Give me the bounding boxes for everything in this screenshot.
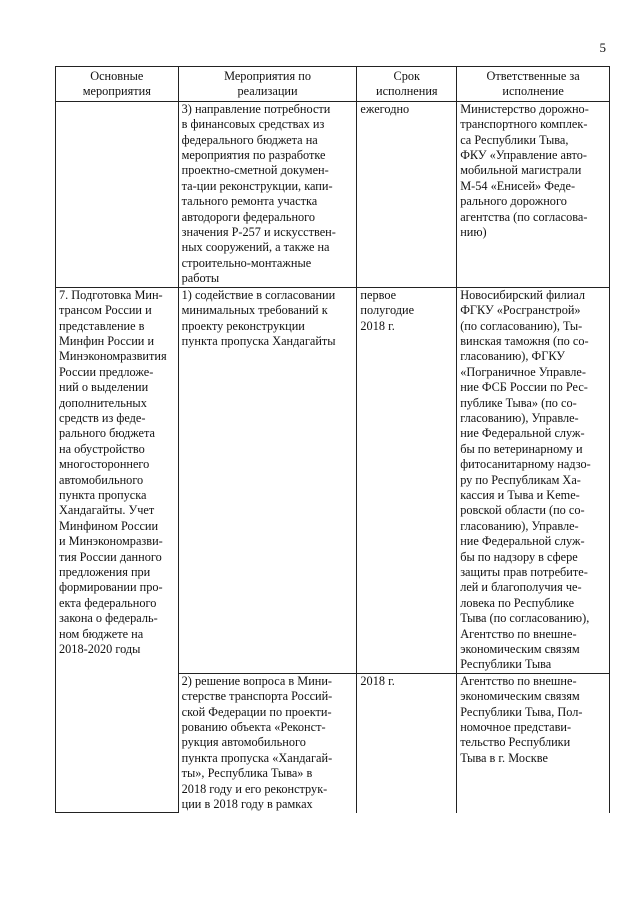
table-row <box>56 101 610 287</box>
table-row <box>56 287 610 673</box>
main-measure-cell <box>56 101 179 287</box>
responsible-cell: Новосибирский филиал ФГКУ «Росгранстрой» (по согласованию), Ты- винская таможня (по со- гласованию), ФГКУ «Пограничное Управле- ние ФСБ России по Рес- публике Тыва» (по со- гласованию), Управле- ние Федеральной служ- бы по ветеринарному и фитосанитарному надзо- ру по Республикам Ха- кассия и Тыва и Keme- ровской области (по со- гласованию), Управле- ние Федеральной служ- бы по надзору в сфере защиты прав потребите- лей и благополучия че- ловека по Республике Тыва (по согласованию), Агентство по внешне- экономическим связям Республики Тыва <box>457 287 610 673</box>
responsible-cell: Министерство дорожно- транспортного комплек- са Республики Тыва, ФКУ «Управление авто- мобильной магистрали М-54 «Енисей» Феде- рального дорожного агентства (по согласова- нию) <box>457 101 610 287</box>
action-plan-table <box>55 66 610 813</box>
deadline-cell: ежегодно <box>357 101 457 287</box>
header-main-measures: Основные мероприятия <box>56 67 179 102</box>
header-implementation-measures: Мероприятия по реализации <box>178 67 357 102</box>
header-deadline: Срок исполнения <box>357 67 457 102</box>
header-responsible: Ответственные за исполнение <box>457 67 610 102</box>
table-header-row <box>56 67 610 102</box>
implementation-measure-cell: 3) направление потребности в финансовых средствах из федерального бюджета на мероприятия по разработке проектно-сметной докумен- та-ции реконструкции, капи- тального ремонта участка автодороги федерального значения Р-257 и искусствен- ных сооружений, а также на строительно-монтажные работы <box>178 101 357 287</box>
implementation-measure-cell: 2) решение вопроса в Мини- стерстве транспорта Россий- ской Федерации по проекти- рованию объекта «Реконст- рукция автомобильного пункта пропуска «Хандагай- ты», Республика Тыва» в 2018 году и его реконструк- ции в 2018 году в рамках <box>178 673 357 812</box>
page-number: 5 <box>599 40 606 55</box>
responsible-cell: Агентство по внешне- экономическим связям Республики Тыва, Пол- номочное представи- тельство Республики Тыва в г. Москве <box>457 673 610 812</box>
main-measure-cell: 7. Подготовка Мин- трансом России и представление в Минфин России и Минэкономразвития России предложе- ний о выделении дополнительных средств из феде- рального бюджета на обустройство многостороннего автомобильного пункта пропуска Хандагайты. Учет Минфином России и Минэкономразви- тия России данного предложения при формировании про- екта федерального закона о федераль- ном бюджете на 2018-2020 годы <box>56 287 179 812</box>
implementation-measure-cell: 1) содействие в согласовании минимальных требований к проекту реконструкции пункта пропуска Хандагайты <box>178 287 357 673</box>
deadline-cell: первое полугодие 2018 г. <box>357 287 457 673</box>
deadline-cell: 2018 г. <box>357 673 457 812</box>
